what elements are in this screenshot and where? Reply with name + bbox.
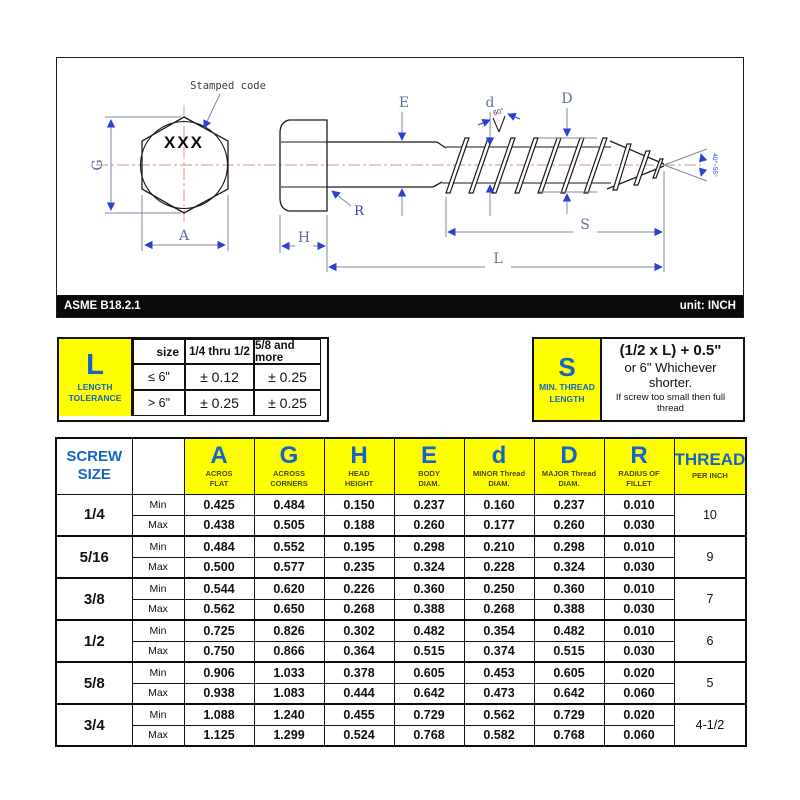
max-label-cell: Max [132,515,184,536]
min-value-cell: 0.237 [534,494,604,515]
min-value-cell: 0.298 [394,536,464,557]
threads-per-inch-cell: 9 [674,536,746,578]
size-row-max [56,641,746,662]
max-value-cell: 0.388 [394,599,464,620]
min-label-cell: Min [132,536,184,557]
min-value-cell: 0.226 [324,578,394,599]
thread-band [538,138,561,193]
max-label-cell: Max [132,725,184,746]
max-value-cell: 0.060 [604,683,674,704]
screw-size-cell: 5/8 [56,662,132,704]
max-value-cell: 1.083 [254,683,324,704]
max-value-cell: 0.642 [394,683,464,704]
screw-size-cell: 3/8 [56,578,132,620]
l-row-size: > 6" [133,390,185,416]
max-label-cell: Max [132,599,184,620]
min-value-cell: 0.160 [464,494,534,515]
max-value-cell: 0.938 [184,683,254,704]
thread-band [561,138,584,193]
size-row-min [56,536,746,557]
min-value-cell: 0.544 [184,578,254,599]
d-major-label: D [561,91,573,107]
stamped-code-leader [204,94,220,128]
min-label-cell: Min [132,494,184,515]
min-value-cell: 0.906 [184,662,254,683]
threads-per-inch-cell: 6 [674,620,746,662]
min-value-cell: 0.237 [394,494,464,515]
l-row-value: ± 0.25 [185,390,254,416]
l-header-col1: 1/4 thru 1/2 [185,339,254,364]
thread-angle-arrow [508,114,520,119]
unit-note: unit: INCH [679,300,736,312]
min-value-cell: 0.605 [534,662,604,683]
min-value-cell: 0.620 [254,578,324,599]
l-key-cell [59,339,133,416]
thread-runout [433,182,442,187]
min-value-cell: 1.088 [184,704,254,725]
max-value-cell: 0.188 [324,515,394,536]
max-value-cell: 0.030 [604,641,674,662]
threads-per-inch-cell: 10 [674,494,746,536]
max-value-cell: 0.524 [324,725,394,746]
max-value-cell: 0.228 [464,557,534,578]
s-exception: If screw too small then full thread [615,391,726,414]
s-key-caption: MIN. THREAD LENGTH [539,382,595,404]
min-label-cell: Min [132,662,184,683]
min-value-cell: 0.298 [534,536,604,557]
max-value-cell: 0.260 [534,515,604,536]
min-value-cell: 0.552 [254,536,324,557]
size-row-min [56,704,746,725]
l-row-value: ± 0.25 [254,364,321,390]
min-value-cell: 0.010 [604,494,674,515]
thread-angle-v [499,116,505,132]
point-angle-label: 40°~55° [711,153,718,177]
min-value-cell: 0.195 [324,536,394,557]
stamped-code-label: Stamped code [190,80,266,92]
max-value-cell: 1.299 [254,725,324,746]
l-row-size: ≤ 6" [133,364,185,390]
min-value-cell: 0.455 [324,704,394,725]
column-header-G: G ACROSS CORNERS [254,438,324,494]
min-value-cell: 1.033 [254,662,324,683]
min-value-cell: 0.360 [394,578,464,599]
drawing-panel [56,57,744,318]
size-row-max [56,557,746,578]
min-value-cell: 0.378 [324,662,394,683]
g-label: G [90,159,106,171]
max-value-cell: 0.582 [464,725,534,746]
screw-size-cell: 5/16 [56,536,132,578]
max-value-cell: 0.562 [184,599,254,620]
min-value-cell: 0.020 [604,662,674,683]
thread-band [634,151,650,185]
drawing-title-bar [57,295,743,317]
thread-band [492,138,515,193]
max-label-cell: Max [132,683,184,704]
min-value-cell: 0.425 [184,494,254,515]
thread-band [469,138,492,193]
max-value-cell: 0.505 [254,515,324,536]
screw-size-cell: 1/4 [56,494,132,536]
max-value-cell: 0.324 [534,557,604,578]
column-header-D: D MAJOR Thread DIAM. [534,438,604,494]
max-value-cell: 0.268 [324,599,394,620]
point-angle-arrow [701,169,703,176]
min-value-cell: 0.826 [254,620,324,641]
max-value-cell: 0.324 [394,557,464,578]
h-label: H [297,230,311,246]
min-value-cell: 0.210 [464,536,534,557]
column-header-H: H HEAD HEIGHT [324,438,394,494]
l-header-col2: 5/8 and more [254,339,321,364]
max-value-cell: 0.364 [324,641,394,662]
a-label: A [178,228,190,244]
min-label-cell: Min [132,578,184,599]
max-value-cell: 0.030 [604,557,674,578]
min-value-cell: 0.482 [534,620,604,641]
l-key-caption: LENGTH TOLERANCE [68,381,122,403]
size-row-max [56,683,746,704]
max-value-cell: 0.515 [534,641,604,662]
max-value-cell: 0.268 [464,599,534,620]
length-tolerance-table [57,337,329,422]
min-value-cell: 1.240 [254,704,324,725]
max-value-cell: 0.650 [254,599,324,620]
l-header-size: size [133,339,185,364]
column-header-d: d MINOR Thread DIAM. [464,438,534,494]
max-value-cell: 0.768 [534,725,604,746]
thread-runout [437,142,446,148]
r-label: R [354,204,364,219]
screw-size-cell: 3/4 [56,704,132,746]
min-value-cell: 0.010 [604,620,674,641]
corner-header-screw-size: SCREW SIZE [56,438,132,494]
threads-per-inch-cell: 7 [674,578,746,620]
thread-angle-label: 60° [492,107,505,118]
max-value-cell: 0.866 [254,641,324,662]
size-row-min [56,578,746,599]
min-thread-length-table [532,337,745,422]
max-value-cell: 0.060 [604,725,674,746]
point-angle-line [664,165,707,181]
max-value-cell: 0.768 [394,725,464,746]
hex-head-side-view [280,120,327,211]
size-row-min [56,494,746,515]
s-key-letter: S [558,352,576,383]
min-value-cell: 0.605 [394,662,464,683]
max-value-cell: 0.235 [324,557,394,578]
max-value-cell: 0.438 [184,515,254,536]
column-header-E: E BODY DIAM. [394,438,464,494]
r-leader [332,191,351,206]
max-value-cell: 0.260 [394,515,464,536]
min-value-cell: 0.729 [534,704,604,725]
min-value-cell: 0.562 [464,704,534,725]
max-value-cell: 0.388 [534,599,604,620]
s-formula: (1/2 x L) + 0.5" [619,341,722,359]
thread-angle-v [493,118,499,132]
min-value-cell: 0.453 [464,662,534,683]
l-label: L [493,251,503,267]
e-label: E [398,95,410,111]
min-value-cell: 0.302 [324,620,394,641]
l-key-letter: L [86,348,104,381]
thread-band [515,138,538,193]
min-value-cell: 0.250 [464,578,534,599]
max-value-cell: 0.030 [604,515,674,536]
point-angle-line [664,149,707,165]
d-minor-label: d [485,95,495,111]
min-value-cell: 0.360 [534,578,604,599]
table-body [56,494,746,746]
max-value-cell: 0.444 [324,683,394,704]
min-value-cell: 0.020 [604,704,674,725]
standard-ref: ASME B18.2.1 [64,300,141,312]
l-row-value: ± 0.25 [254,390,321,416]
max-value-cell: 0.473 [464,683,534,704]
min-value-cell: 0.010 [604,578,674,599]
min-value-cell: 0.484 [184,536,254,557]
l-row-value: ± 0.12 [185,364,254,390]
max-value-cell: 0.642 [534,683,604,704]
max-value-cell: 0.177 [464,515,534,536]
min-value-cell: 0.010 [604,536,674,557]
min-value-cell: 0.725 [184,620,254,641]
max-value-cell: 0.750 [184,641,254,662]
max-label-cell: Max [132,641,184,662]
column-header-A: A ACROS FLAT [184,438,254,494]
min-value-cell: 0.150 [324,494,394,515]
max-value-cell: 0.515 [394,641,464,662]
min-value-cell: 0.729 [394,704,464,725]
screw-technical-drawing [57,58,743,295]
screw-size-cell: 1/2 [56,620,132,662]
size-row-max [56,515,746,536]
max-value-cell: 0.374 [464,641,534,662]
thread-helix [446,138,663,193]
size-row-max [56,599,746,620]
stamped-code-text: XXX [163,133,205,152]
table-header-row [56,438,746,494]
max-value-cell: 1.125 [184,725,254,746]
s-formula-cell [602,339,739,417]
max-value-cell: 0.577 [254,557,324,578]
size-row-min [56,620,746,641]
screw-dimensions-table [55,437,747,747]
max-label-cell: Max [132,557,184,578]
threads-per-inch-cell: 4-1/2 [674,704,746,746]
minmax-header-empty [132,438,184,494]
thread-band [446,138,469,193]
max-value-cell: 0.500 [184,557,254,578]
point-outline [610,141,664,164]
s-key-cell [534,339,602,420]
max-value-cell: 0.030 [604,599,674,620]
s-alternative: or 6" Whichever shorter. [624,359,717,390]
s-label: S [580,217,590,233]
min-value-cell: 0.354 [464,620,534,641]
min-label-cell: Min [132,620,184,641]
size-row-max [56,725,746,746]
column-header-thread: THREAD PER INCH [674,438,746,494]
min-label-cell: Min [132,704,184,725]
min-value-cell: 0.482 [394,620,464,641]
min-value-cell: 0.484 [254,494,324,515]
thread-angle-arrow [478,120,490,125]
thread-band [584,138,607,193]
threads-per-inch-cell: 5 [674,662,746,704]
column-header-R: R RADIUS OF FILLET [604,438,674,494]
size-row-min [56,662,746,683]
point-angle-arrow [701,154,703,161]
